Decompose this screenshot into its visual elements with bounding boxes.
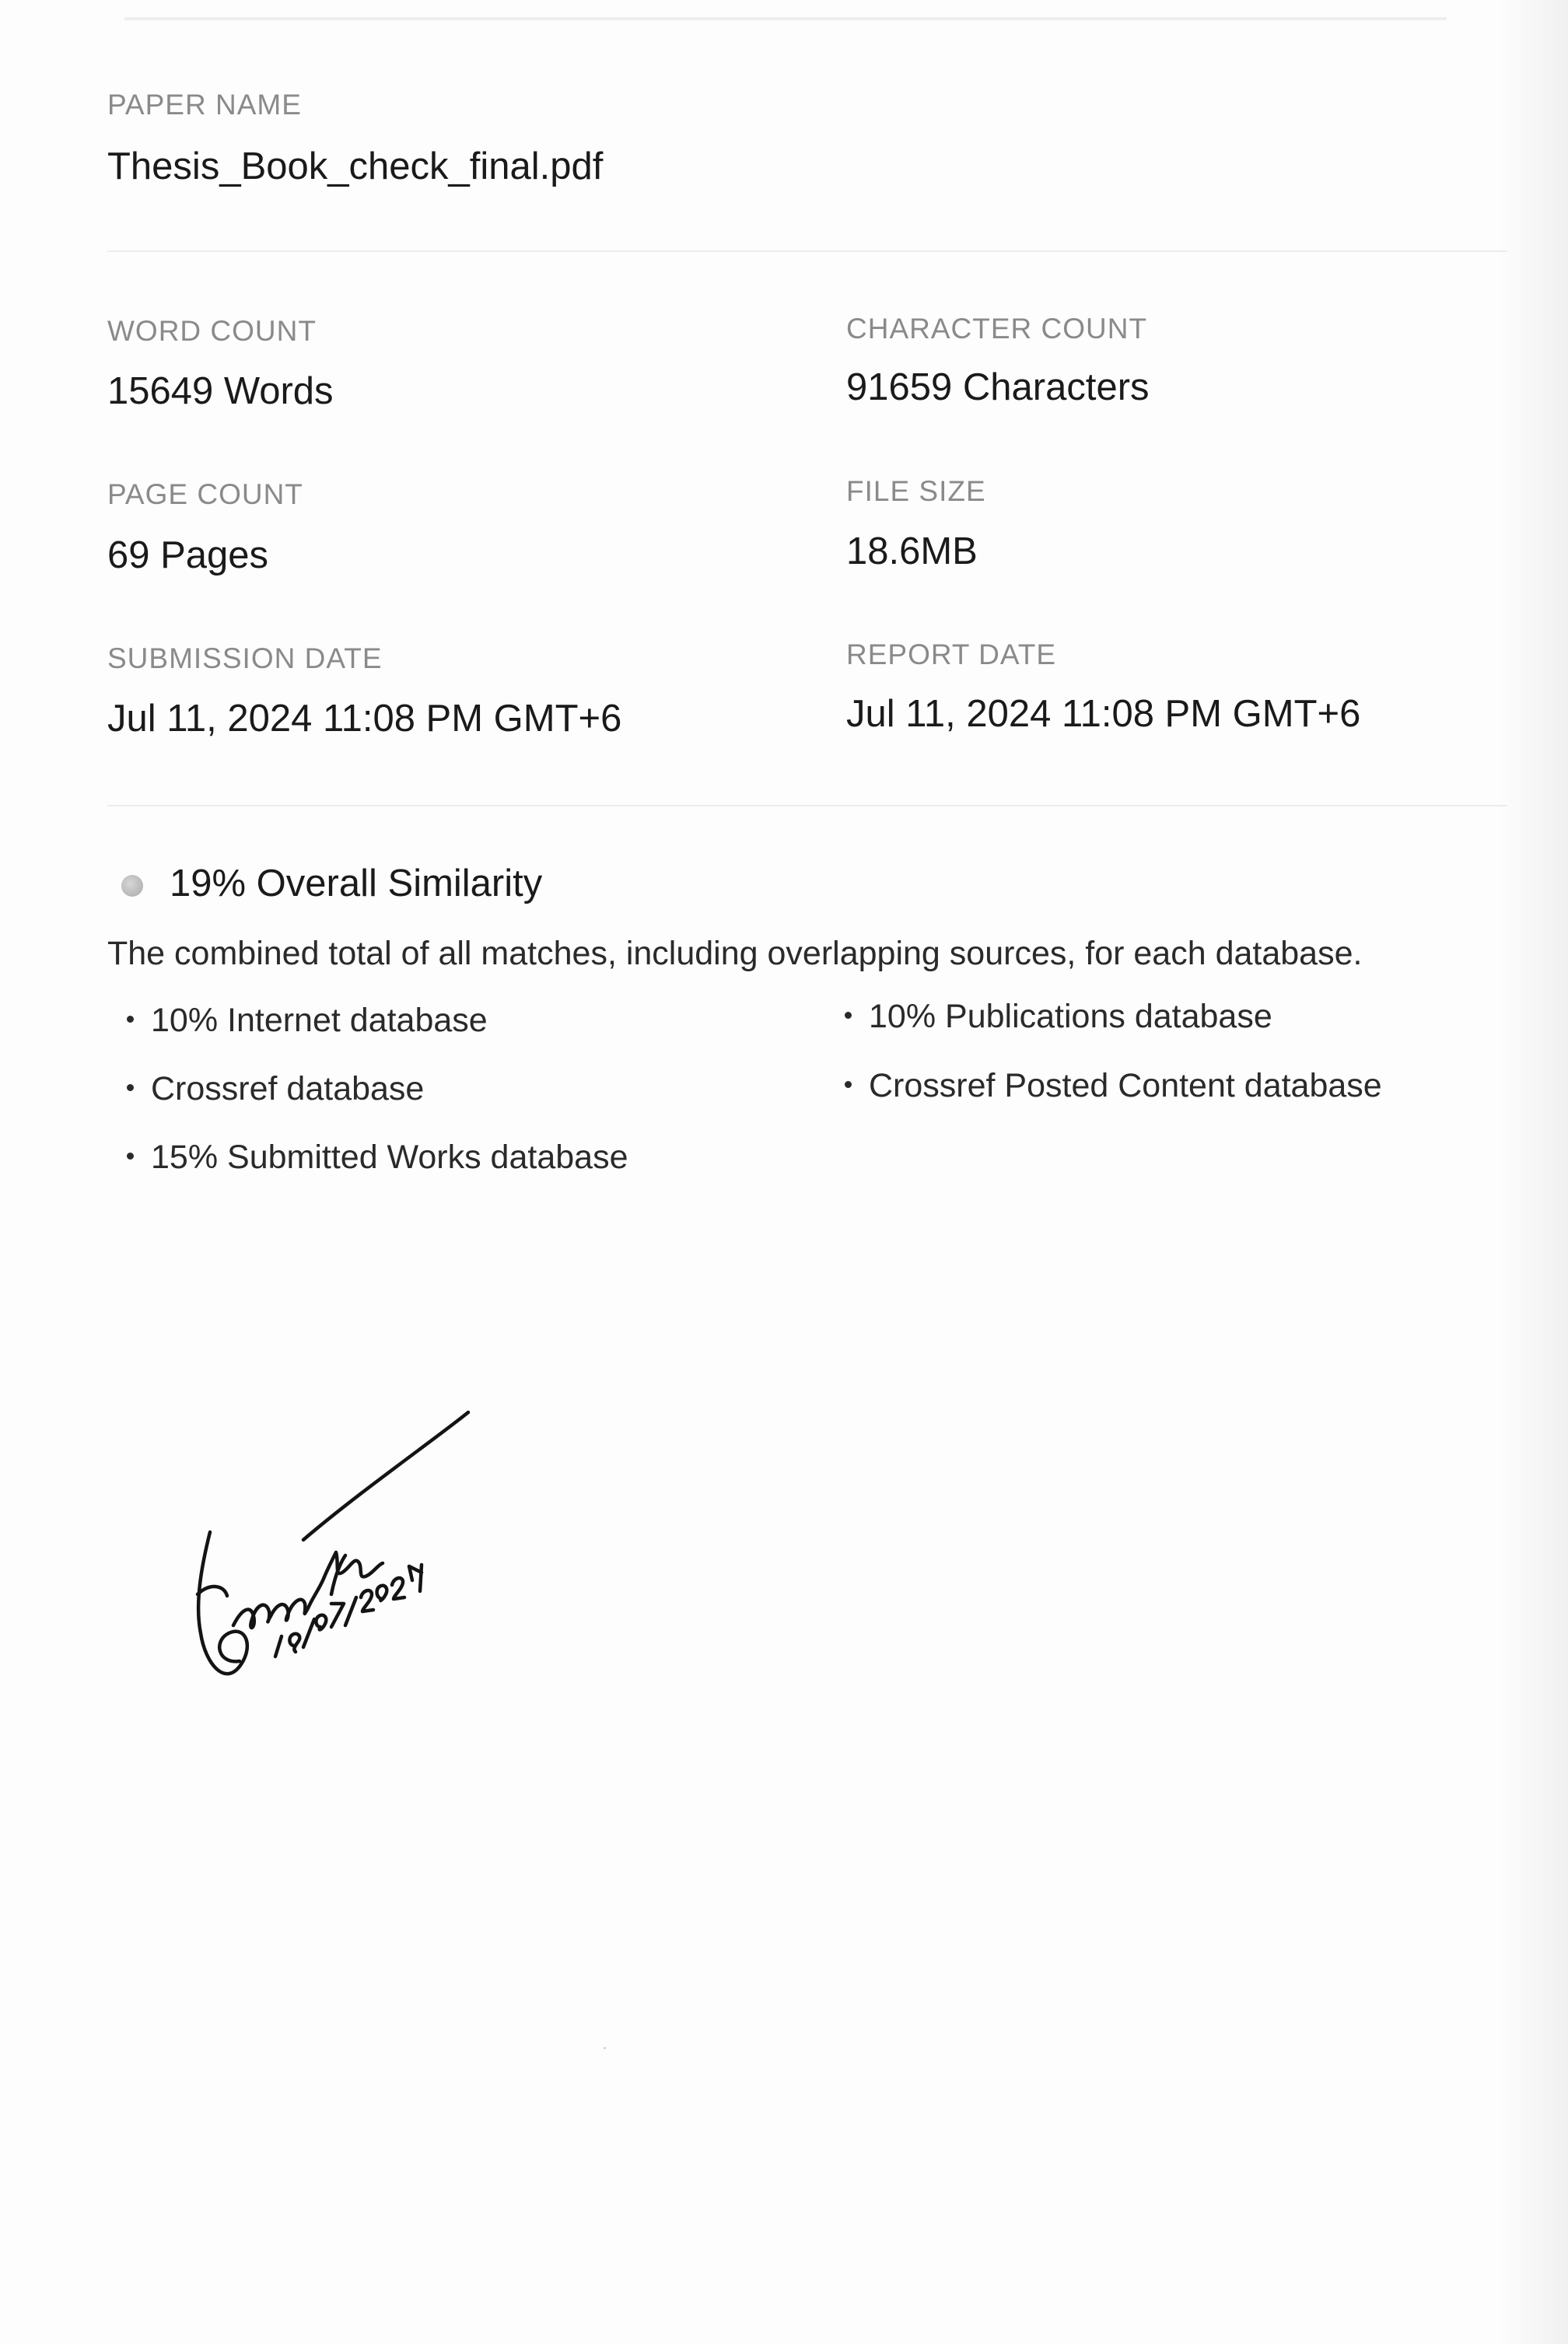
file-size-value: 18.6MB bbox=[846, 530, 978, 572]
database-item-crossref-posted: Crossref Posted Content database bbox=[845, 1067, 1382, 1105]
date-digit bbox=[275, 1636, 282, 1657]
character-count-value: 91659 Characters bbox=[846, 366, 1150, 408]
word-count-label: WORD COUNT bbox=[107, 315, 317, 347]
handwritten-signature bbox=[179, 1400, 521, 1742]
paper-name-value: Thesis_Book_check_final.pdf bbox=[107, 145, 604, 187]
database-item-internet: 10% Internet database bbox=[127, 1002, 488, 1040]
submission-date-value: Jul 11, 2024 11:08 PM GMT+6 bbox=[107, 698, 622, 740]
paper-name-label: PAPER NAME bbox=[107, 89, 302, 121]
report-date-label: REPORT DATE bbox=[846, 638, 1057, 670]
signature-body bbox=[233, 1552, 383, 1628]
page-count-value: 69 Pages bbox=[107, 534, 269, 576]
divider-middle bbox=[107, 805, 1507, 806]
scan-speck bbox=[604, 2047, 606, 2049]
database-item-crossref: Crossref database bbox=[127, 1070, 424, 1108]
bullet-icon bbox=[845, 1012, 852, 1019]
bullet-icon bbox=[127, 1153, 134, 1160]
submission-date-label: SUBMISSION DATE bbox=[107, 642, 383, 674]
signature-flourish bbox=[303, 1412, 468, 1540]
bullet-icon bbox=[127, 1016, 134, 1023]
page-count-label: PAGE COUNT bbox=[107, 478, 303, 510]
database-item-publications: 10% Publications database bbox=[845, 998, 1272, 1036]
similarity-description: The combined total of all matches, including overlapping sources, for each database. bbox=[107, 935, 1363, 972]
character-count-label: CHARACTER COUNT bbox=[846, 313, 1148, 345]
signature-initial bbox=[198, 1532, 247, 1674]
top-rule bbox=[124, 17, 1447, 20]
similarity-indicator-icon bbox=[121, 875, 143, 897]
database-item-submitted-works: 15% Submitted Works database bbox=[127, 1139, 628, 1177]
word-count-value: 15649 Words bbox=[107, 370, 334, 412]
page-edge-shadow bbox=[1498, 0, 1568, 2344]
bullet-icon bbox=[127, 1084, 134, 1091]
bullet-icon bbox=[845, 1081, 852, 1088]
report-date-value: Jul 11, 2024 11:08 PM GMT+6 bbox=[846, 693, 1361, 735]
file-size-label: FILE SIZE bbox=[846, 475, 986, 507]
similarity-title: 19% Overall Similarity bbox=[170, 862, 543, 904]
divider-top bbox=[107, 250, 1507, 252]
